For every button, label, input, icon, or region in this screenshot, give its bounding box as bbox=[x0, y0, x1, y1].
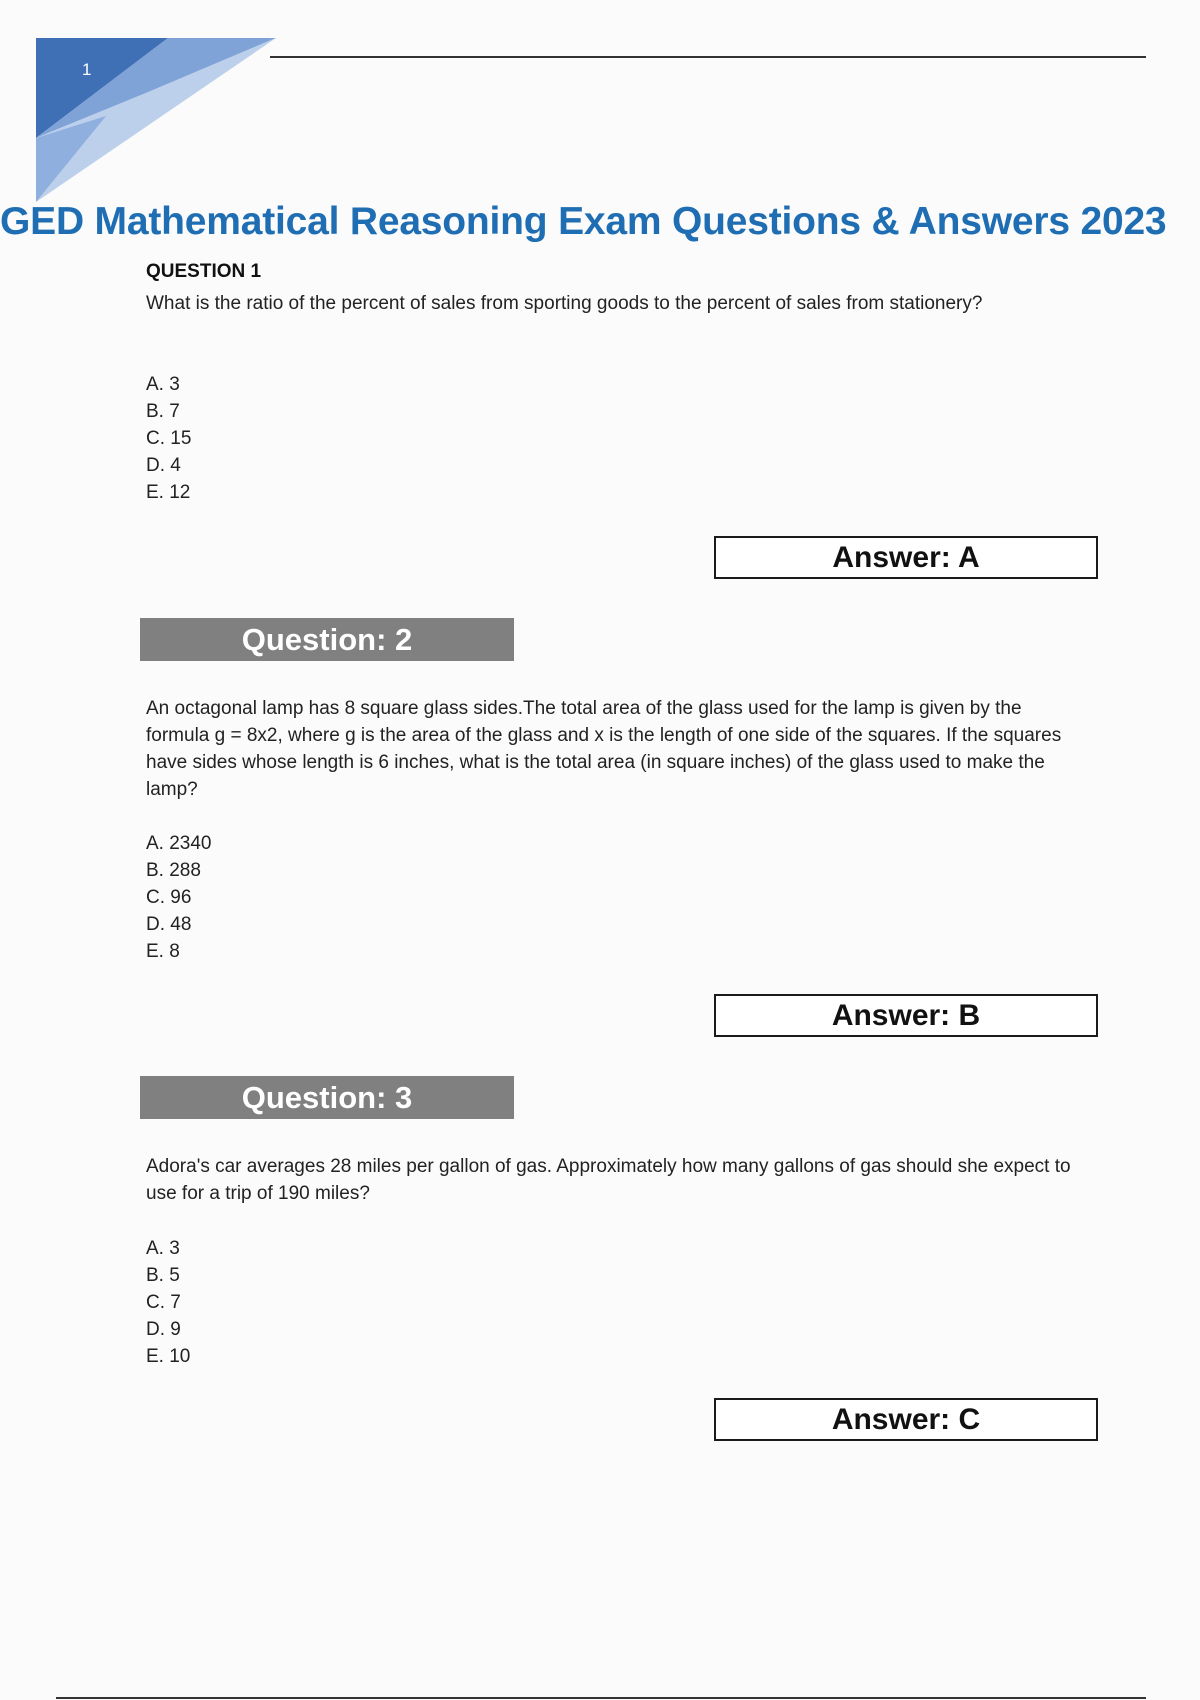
question-3-text: Adora's car averages 28 miles per gallon of gas. Approximately how many gallons of gas should she expect to use for a trip of 190 miles? bbox=[146, 1156, 1071, 1204]
option: C. 7 bbox=[146, 1292, 181, 1313]
question-3-answer-box: Answer: C bbox=[714, 1398, 1098, 1441]
question-2-text: An octagonal lamp has 8 square glass sides.The total area of the glass used for the lamp is given by the formula g = 8x2, where g is the area of the glass and x is the length of one side of the squares. If the squares have sides whose length is 6 inches, what is the total area (in square inches) of the glass used to make the lamp? bbox=[146, 698, 1062, 800]
question-3-banner: Question: 3 bbox=[140, 1076, 514, 1119]
option: B. 288 bbox=[146, 860, 201, 881]
question-3-options bbox=[146, 1235, 190, 1370]
option: A. 2340 bbox=[146, 833, 212, 854]
question-2-banner: Question: 2 bbox=[140, 618, 514, 661]
footer-rule bbox=[56, 1697, 1146, 1699]
option: D. 9 bbox=[146, 1319, 181, 1340]
option: E. 10 bbox=[146, 1346, 191, 1367]
question-1-options bbox=[146, 371, 191, 506]
page-number: 1 bbox=[82, 60, 92, 79]
option: E. 8 bbox=[146, 941, 180, 962]
question-2-options bbox=[146, 830, 212, 965]
option: A. 3 bbox=[146, 374, 180, 395]
header-rule bbox=[270, 56, 1146, 58]
option: C. 15 bbox=[146, 428, 192, 449]
question-1-answer-box: Answer: A bbox=[714, 536, 1098, 579]
option: C. 96 bbox=[146, 887, 192, 908]
question-1-text: What is the ratio of the percent of sales from sporting goods to the percent of sales from stationery? bbox=[146, 293, 983, 314]
header-corner-graphic bbox=[36, 38, 276, 202]
option: B. 5 bbox=[146, 1265, 180, 1286]
option: B. 7 bbox=[146, 401, 180, 422]
option: A. 3 bbox=[146, 1238, 180, 1259]
option: D. 48 bbox=[146, 914, 192, 935]
option: E. 12 bbox=[146, 482, 191, 503]
document-title: GED Mathematical Reasoning Exam Questions & Answers 2023 bbox=[0, 200, 1167, 243]
question-1-heading: QUESTION 1 bbox=[146, 261, 262, 282]
option: D. 4 bbox=[146, 455, 181, 476]
question-2-answer-box: Answer: B bbox=[714, 994, 1098, 1037]
